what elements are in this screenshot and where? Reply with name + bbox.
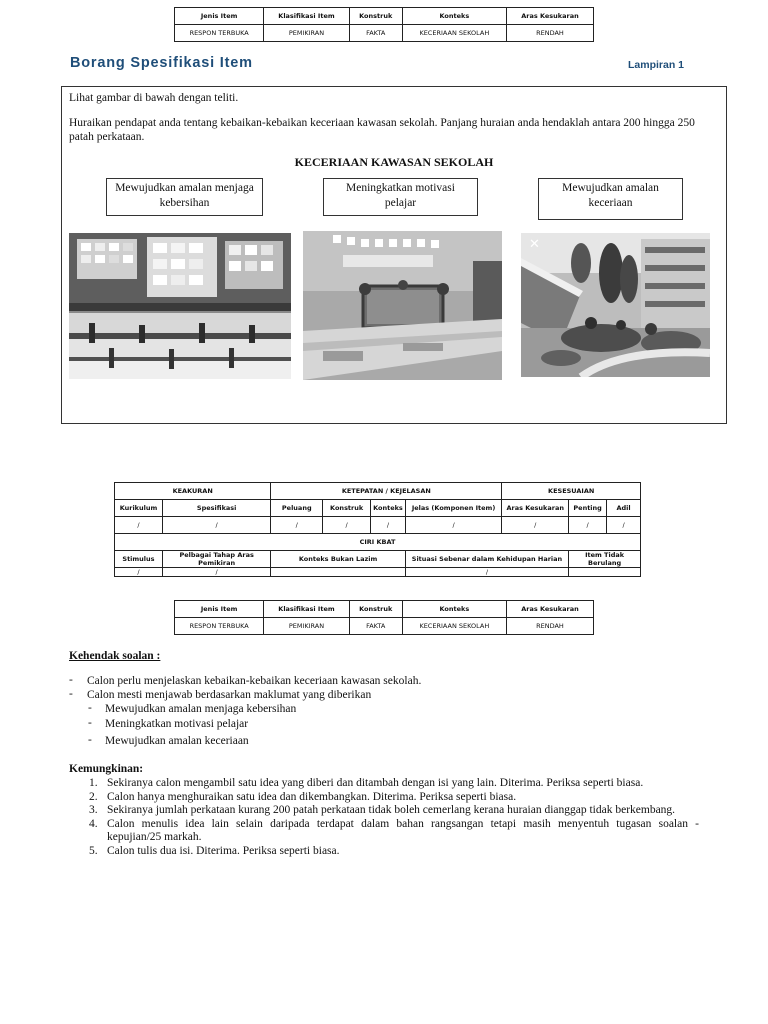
possibility-text: Sekiranya calon mengambil satu idea yang diberi dan ditambah dengan isi yang lain. Diterima. Periksa seperti biasa. bbox=[107, 777, 644, 789]
dash-bullet: - bbox=[88, 717, 92, 729]
ciri-konteks-bukan-lazim: Konteks Bukan Lazim bbox=[271, 551, 405, 568]
requirement-sub-item: Mewujudkan amalan menjaga kebersihan bbox=[105, 703, 297, 715]
idea-box-kebersihan bbox=[106, 178, 263, 216]
value-klasifikasi-item: PEMIKIRAN bbox=[264, 618, 349, 635]
possibility-text: Calon hanya menghuraikan satu idea dan dikembangkan. Diterima. Periksa seperti biasa. bbox=[107, 791, 517, 803]
col-adil: Adil bbox=[607, 500, 641, 517]
mark-adil: / bbox=[607, 517, 641, 534]
value-konteks: KECERIAAN SEKOLAH bbox=[402, 618, 506, 635]
form-title: Borang Spesifikasi Item bbox=[70, 55, 253, 71]
value-aras-kesukaran: RENDAH bbox=[506, 618, 593, 635]
mark-spesifikasi: / bbox=[162, 517, 270, 534]
value-konstruk: FAKTA bbox=[349, 618, 402, 635]
header-konstruk: Konstruk bbox=[349, 601, 402, 618]
header-jenis-item: Jenis Item bbox=[175, 8, 264, 25]
possibility-text-continued: kepujian/25 markah. bbox=[107, 831, 202, 843]
ciri-kbat-title: CIRI KBAT bbox=[115, 534, 641, 551]
possibility-number: 5. bbox=[89, 845, 98, 857]
ciri-mark-stimulus: / bbox=[115, 568, 163, 577]
header-klasifikasi-item: Klasifikasi Item bbox=[264, 8, 349, 25]
mark-konteks: / bbox=[371, 517, 406, 534]
idea-1-line1: Mewujudkan amalan menjaga bbox=[115, 182, 254, 194]
possibility-number: 1. bbox=[89, 777, 98, 789]
header-konteks: Konteks bbox=[402, 601, 506, 618]
possibility-number: 4. bbox=[89, 818, 98, 830]
value-konteks: KECERIAAN SEKOLAH bbox=[402, 25, 506, 42]
group-keakuran: KEAKURAN bbox=[115, 483, 271, 500]
col-konstruk: Konstruk bbox=[323, 500, 371, 517]
instruction-line: Lihat gambar di bawah dengan teliti. bbox=[69, 92, 239, 104]
idea-2-line2: pelajar bbox=[384, 197, 417, 209]
dash-bullet: - bbox=[69, 674, 73, 686]
col-penting: Penting bbox=[569, 500, 607, 517]
header-jenis-item: Jenis Item bbox=[175, 601, 264, 618]
dash-bullet: - bbox=[88, 734, 92, 746]
evaluation-table bbox=[114, 482, 641, 577]
requirement-item: Calon perlu menjelaskan kebaikan-kebaikan keceriaan kawasan sekolah. bbox=[87, 675, 422, 687]
header-aras-kesukaran: Aras Kesukaran bbox=[506, 8, 593, 25]
question-box bbox=[61, 86, 727, 424]
close-icon[interactable]: ✕ bbox=[529, 237, 540, 252]
col-jelas: Jelas (Komponen Item) bbox=[405, 500, 502, 517]
classroom-photo bbox=[69, 233, 291, 379]
dash-bullet: - bbox=[69, 688, 73, 700]
mark-aras-kesukaran: / bbox=[502, 517, 569, 534]
idea-box-motivasi bbox=[323, 178, 478, 216]
ciri-mark-situasi: / bbox=[405, 568, 568, 577]
ciri-stimulus: Stimulus bbox=[115, 551, 163, 568]
requirement-sub-item: Meningkatkan motivasi pelajar bbox=[105, 718, 249, 730]
idea-box-keceriaan bbox=[538, 178, 683, 220]
possibility-text: Calon menulis idea lain selain daripada terdapat dalam bahan rangsangan tetapi masih menyentuh tugasan soalan - bbox=[107, 818, 699, 830]
col-aras-kesukaran: Aras Kesukaran bbox=[502, 500, 569, 517]
header-klasifikasi-item: Klasifikasi Item bbox=[264, 601, 349, 618]
value-klasifikasi-item: PEMIKIRAN bbox=[264, 25, 349, 42]
possibility-text: Calon tulis dua isi. Diterima. Periksa seperti biasa. bbox=[107, 845, 340, 857]
col-peluang: Peluang bbox=[271, 500, 323, 517]
mark-jelas: / bbox=[405, 517, 502, 534]
header-konteks: Konteks bbox=[402, 8, 506, 25]
possibilities-heading: Kemungkinan: bbox=[69, 763, 144, 775]
stimulus-title: KECERIAAN KAWASAN SEKOLAH bbox=[294, 155, 494, 169]
question-line-b: patah perkataan. bbox=[69, 131, 145, 143]
question-line-a: Huraikan pendapat anda tentang kebaikan-kebaikan keceriaan kawasan sekolah. Panjang huraian anda hendaklah antara 200 hingga 250 bbox=[69, 117, 695, 129]
washroom-photo bbox=[303, 231, 502, 380]
requirements-heading: Kehendak soalan : bbox=[69, 650, 161, 662]
possibility-number: 3. bbox=[89, 804, 98, 816]
ciri-mark-item bbox=[569, 568, 641, 577]
mark-konstruk: / bbox=[323, 517, 371, 534]
col-kurikulum: Kurikulum bbox=[115, 500, 163, 517]
ciri-situasi-sebenar: Situasi Sebenar dalam Kehidupan Harian bbox=[405, 551, 568, 568]
mark-peluang: / bbox=[271, 517, 323, 534]
value-jenis-item: RESPON TERBUKA bbox=[175, 25, 264, 42]
item-spec-table-top bbox=[174, 7, 594, 42]
group-kesesuaian: KESESUAIAN bbox=[502, 483, 641, 500]
header-konstruk: Konstruk bbox=[349, 8, 402, 25]
dash-bullet: - bbox=[88, 702, 92, 714]
idea-1-line2: kebersihan bbox=[159, 197, 210, 209]
possibility-text: Sekiranya jumlah perkataan kurang 200 patah perkataan tidak boleh cemerlang kerana huraian dianggap tidak berkembang. bbox=[107, 804, 676, 816]
requirement-item: Calon mesti menjawab berdasarkan maklumat yang diberikan bbox=[87, 689, 372, 701]
lampiran-label: Lampiran 1 bbox=[628, 59, 685, 71]
garden-photo bbox=[521, 233, 710, 377]
col-spesifikasi: Spesifikasi bbox=[162, 500, 270, 517]
mark-penting: / bbox=[569, 517, 607, 534]
value-jenis-item: RESPON TERBUKA bbox=[175, 618, 264, 635]
group-ketepatan: KETEPATAN / KEJELASAN bbox=[271, 483, 502, 500]
ciri-mark-konteks bbox=[271, 568, 405, 577]
idea-3-line2: keceriaan bbox=[588, 197, 633, 209]
col-konteks: Konteks bbox=[371, 500, 406, 517]
header-aras-kesukaran: Aras Kesukaran bbox=[506, 601, 593, 618]
value-konstruk: FAKTA bbox=[349, 25, 402, 42]
mark-kurikulum: / bbox=[115, 517, 163, 534]
possibility-number: 2. bbox=[89, 791, 98, 803]
item-spec-table-bottom bbox=[174, 600, 594, 635]
question-line bbox=[69, 116, 719, 144]
value-aras-kesukaran: RENDAH bbox=[506, 25, 593, 42]
ciri-item-tidak-berulang: Item Tidak Berulang bbox=[569, 551, 641, 568]
idea-2-line1: Meningkatkan motivasi bbox=[346, 182, 455, 194]
requirement-sub-item: Mewujudkan amalan keceriaan bbox=[105, 735, 249, 747]
idea-3-line1: Mewujudkan amalan bbox=[562, 182, 659, 194]
ciri-pelbagai-tahap: Pelbagai Tahap Aras Pemikiran bbox=[162, 551, 270, 568]
ciri-mark-pelbagai: / bbox=[162, 568, 270, 577]
